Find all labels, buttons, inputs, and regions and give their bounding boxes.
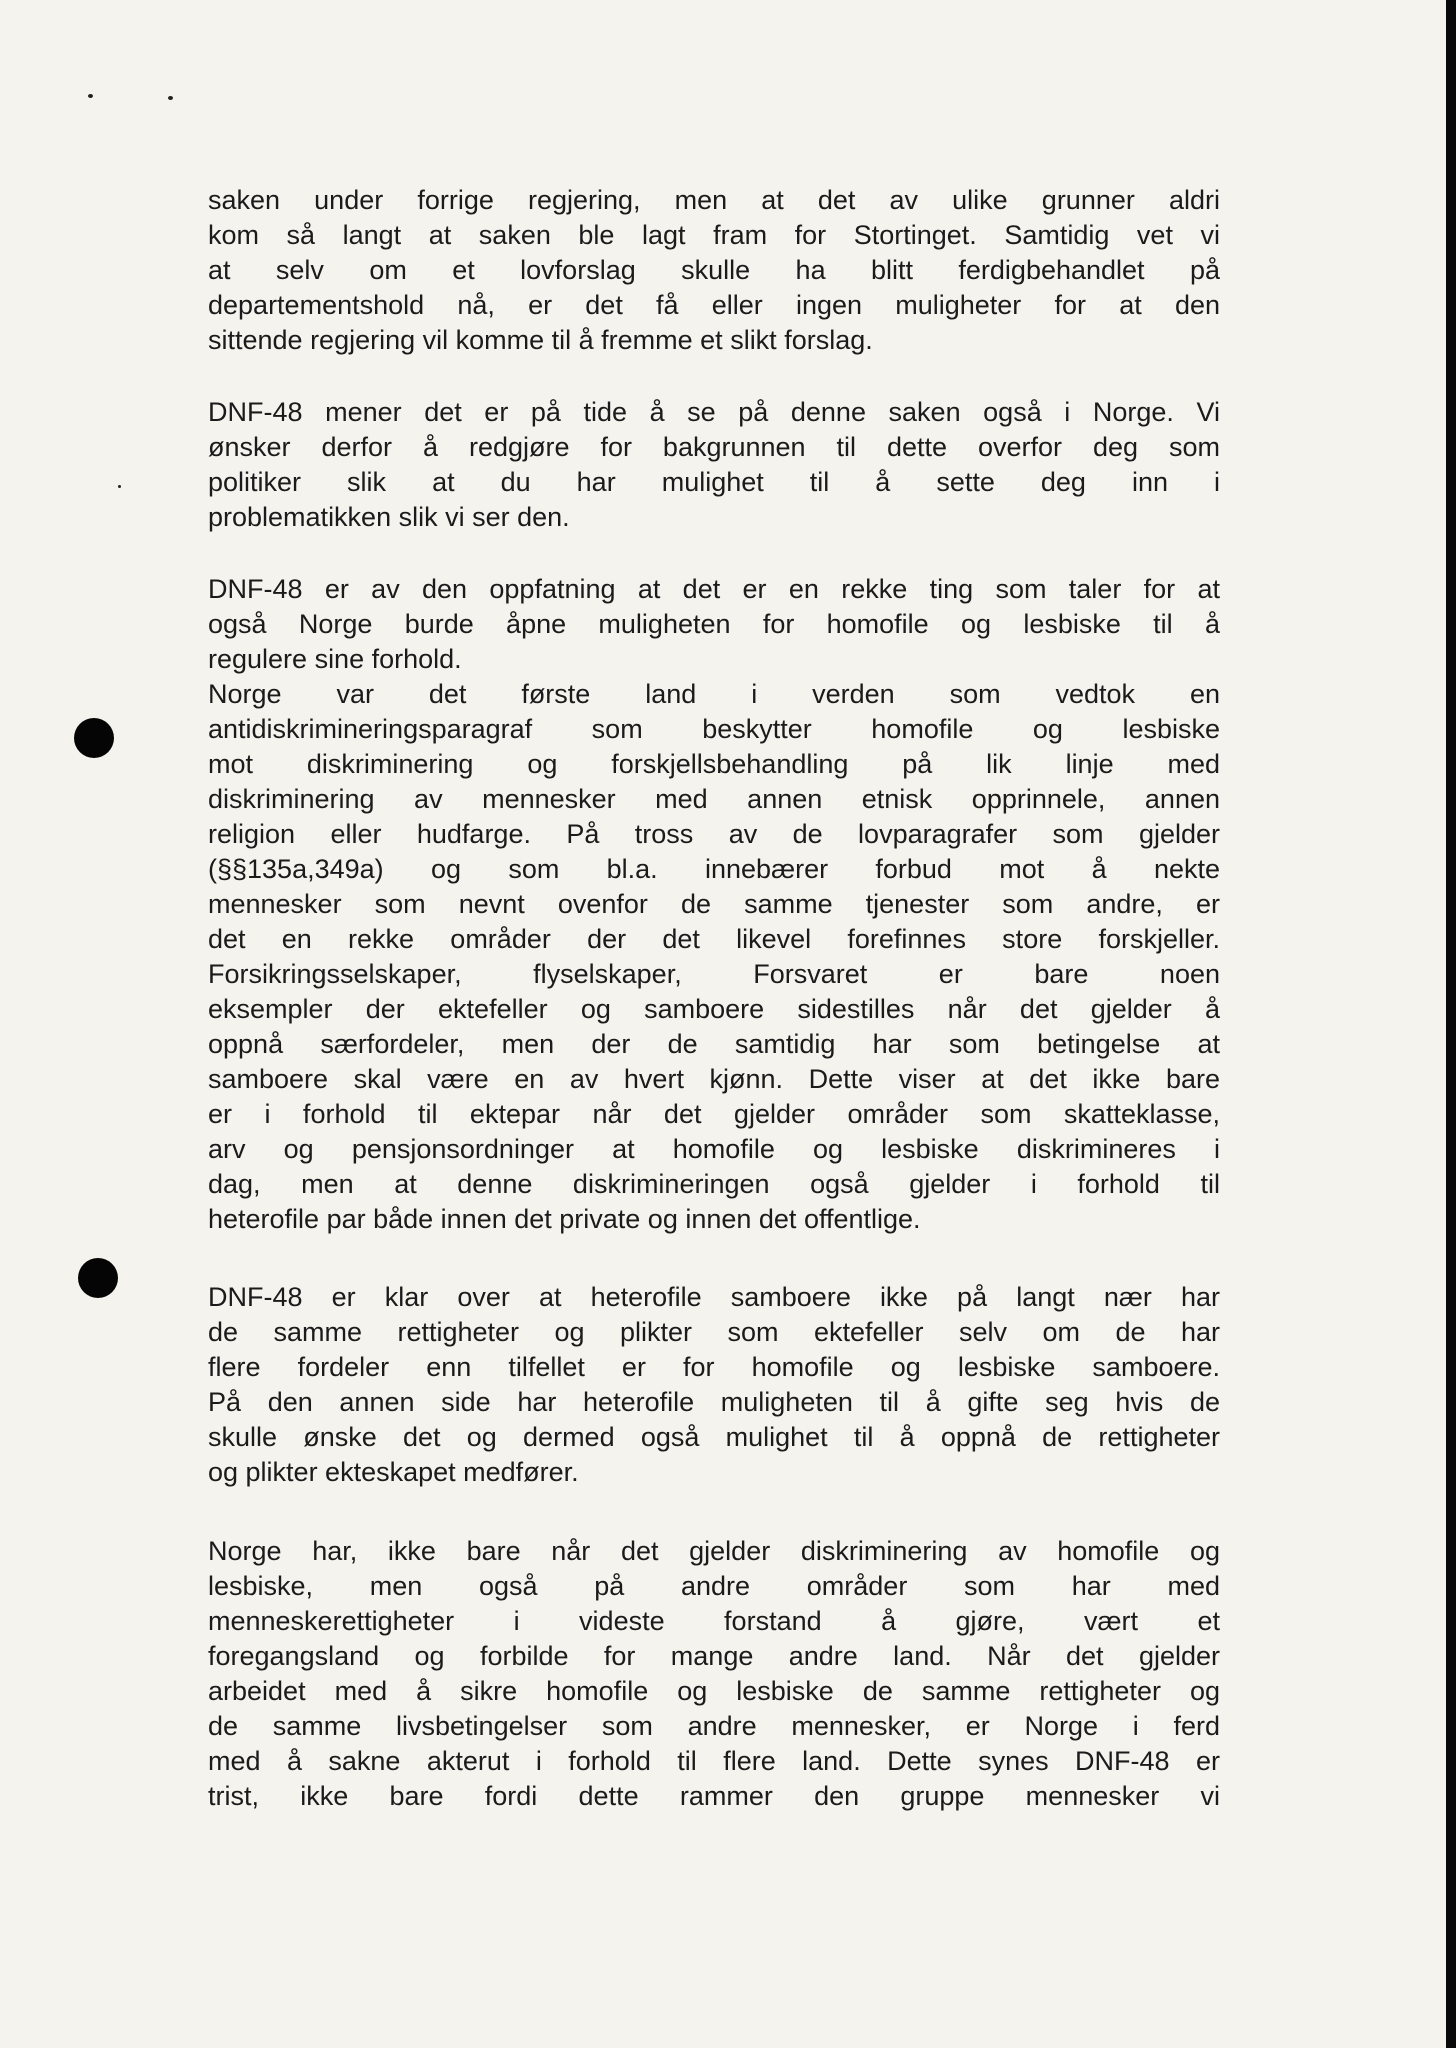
text-line: (§§135a,349a) og som bl.a. innebærer forbud mot å nekte [208,854,1220,884]
text-line: samboere skal være en av hvert kjønn. Dette viser at det ikke bare [208,1064,1220,1094]
punch-hole [74,718,114,758]
text-line: problematikken slik vi ser den. [208,502,570,532]
text-line: heterofile par både innen det private og innen det offentlige. [208,1204,921,1234]
text-line: lesbiske, men også på andre områder som har med [208,1571,1220,1601]
text-line: menneskerettigheter i videste forstand å gjøre, vært et [208,1606,1220,1636]
scan-speck [168,96,173,100]
text-line: mennesker som nevnt ovenfor de samme tjenester som andre, er [208,889,1220,919]
text-line: oppnå særfordeler, men der de samtidig har som betingelse at [208,1029,1220,1059]
text-line: DNF-48 er klar over at heterofile samboere ikke på langt nær har [208,1282,1220,1312]
text-line: de samme rettigheter og plikter som ektefeller selv om de har [208,1317,1220,1347]
text-line: DNF-48 mener det er på tide å se på denne saken også i Norge. Vi [208,397,1220,427]
paragraph [208,395,1220,535]
paragraph [208,572,1220,1237]
text-line: Norge var det første land i verden som vedtok en [208,679,1220,709]
text-line: saken under forrige regjering, men at det av ulike grunner aldri [208,185,1220,215]
paragraph [208,1280,1220,1490]
text-line: og plikter ekteskapet medfører. [208,1457,579,1487]
text-line: eksempler der ektefeller og samboere sidestilles når det gjelder å [208,994,1220,1024]
text-line: På den annen side har heterofile muligheten til å gifte seg hvis de [208,1387,1220,1417]
punch-hole [78,1258,118,1298]
text-line: DNF-48 er av den oppfatning at det er en rekke ting som taler for at [208,574,1220,604]
text-line: dag, men at denne diskrimineringen også gjelder i forhold til [208,1169,1220,1199]
text-line: diskriminering av mennesker med annen etnisk opprinnele, annen [208,784,1220,814]
text-line: at selv om et lovforslag skulle ha blitt ferdigbehandlet på [208,255,1220,285]
paragraph [208,183,1220,358]
text-line: regulere sine forhold. [208,644,462,674]
text-line: med å sakne akterut i forhold til flere land. Dette synes DNF-48 er [208,1746,1220,1776]
text-line: de samme livsbetingelser som andre mennesker, er Norge i ferd [208,1711,1220,1741]
text-line: mot diskriminering og forskjellsbehandling på lik linje med [208,749,1220,779]
text-line: det en rekke områder der det likevel forefinnes store forskjeller. [208,924,1220,954]
text-line: flere fordeler enn tilfellet er for homofile og lesbiske samboere. [208,1352,1220,1382]
text-line: religion eller hudfarge. På tross av de lovparagrafer som gjelder [208,819,1220,849]
scan-speck [118,485,121,488]
text-line: sittende regjering vil komme til å fremme et slikt forslag. [208,325,873,355]
text-line: arbeidet med å sikre homofile og lesbiske de samme rettigheter og [208,1676,1220,1706]
text-line: ønsker derfor å redgjøre for bakgrunnen til dette overfor deg som [208,432,1220,462]
text-line: departementshold nå, er det få eller ingen muligheter for at den [208,290,1220,320]
text-line: skulle ønske det og dermed også mulighet til å oppnå de rettigheter [208,1422,1220,1452]
scan-edge [1446,0,1456,2048]
text-line: også Norge burde åpne muligheten for homofile og lesbiske til å [208,609,1220,639]
text-line: er i forhold til ektepar når det gjelder områder som skatteklasse, [208,1099,1220,1129]
text-line: foregangsland og forbilde for mange andre land. Når det gjelder [208,1641,1220,1671]
text-line: Norge har, ikke bare når det gjelder diskriminering av homofile og [208,1536,1220,1566]
text-line: kom så langt at saken ble lagt fram for Stortinget. Samtidig vet vi [208,220,1220,250]
text-line: antidiskrimineringsparagraf som beskytter homofile og lesbiske [208,714,1220,744]
scan-speck [88,94,93,98]
paragraph [208,1534,1220,1814]
text-line: politiker slik at du har mulighet til å sette deg inn i [208,467,1220,497]
text-line: trist, ikke bare fordi dette rammer den gruppe mennesker vi [208,1781,1220,1811]
text-line: Forsikringsselskaper, flyselskaper, Forsvaret er bare noen [208,959,1220,989]
text-line: arv og pensjonsordninger at homofile og lesbiske diskrimineres i [208,1134,1220,1164]
